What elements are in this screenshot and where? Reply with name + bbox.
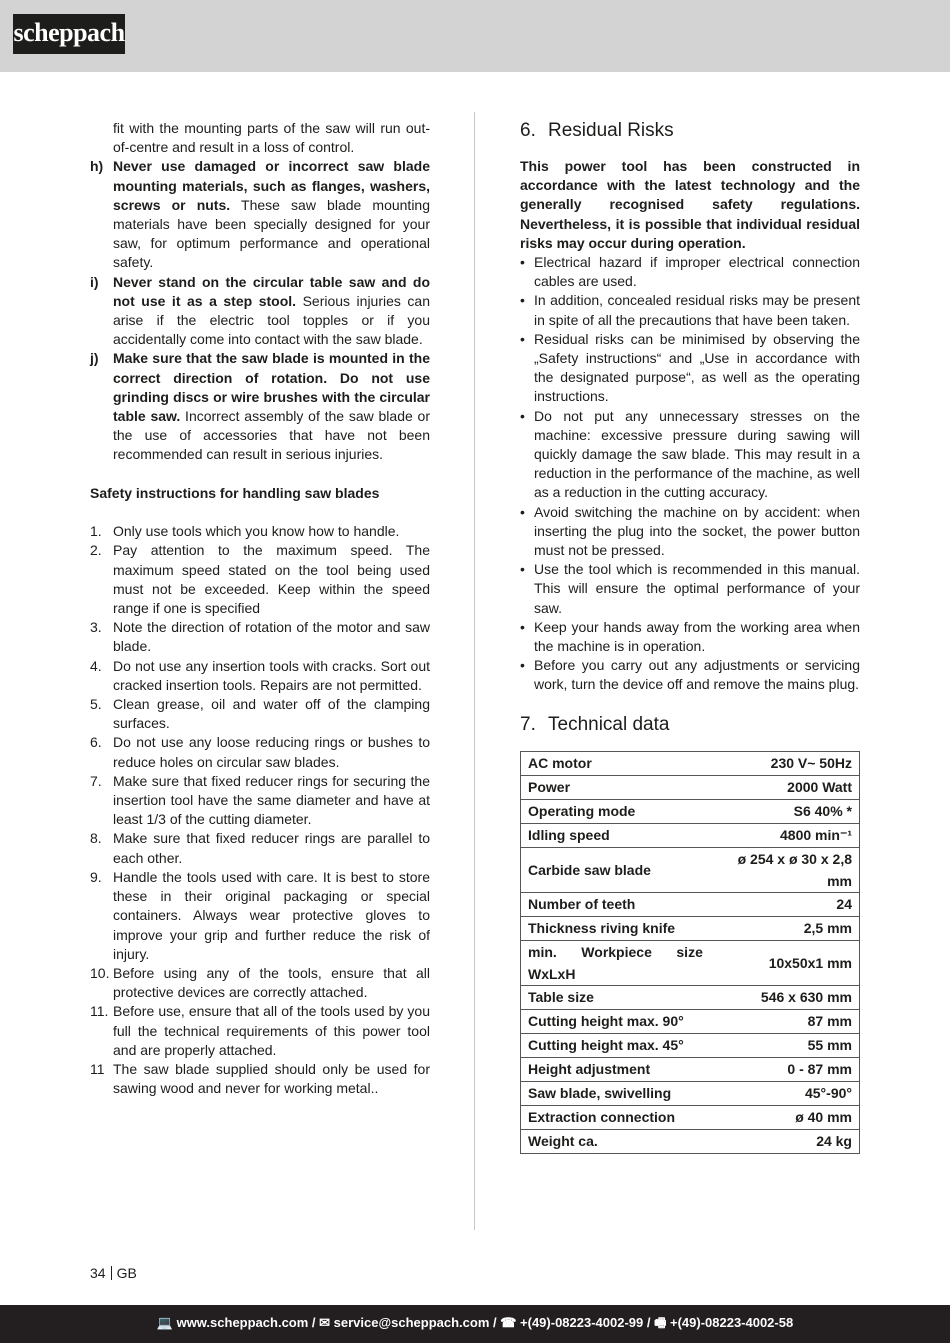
spec-name: Extraction connection — [521, 1105, 710, 1129]
item-text: Do not use any insertion tools with cracks. Sort out cracked insertion tools. Repairs are not permitted. — [113, 657, 430, 693]
item-label: h) — [90, 158, 104, 175]
table-row — [521, 1009, 860, 1033]
risk-bullet — [520, 330, 860, 407]
bullet-icon: • — [520, 330, 525, 347]
table-row — [521, 940, 860, 985]
section-heading-residual-risks: 6. Residual Risks — [520, 120, 674, 141]
section-heading-technical-data: 7. Technical data — [520, 713, 670, 735]
spec-value: S6 40% * — [710, 799, 860, 823]
intro-text: fit with the mounting parts of the saw will run out-of-centre and result in a loss of control. — [113, 120, 430, 156]
item-text: Before using any of the tools, ensure that all protective devices are correctly attached. — [113, 964, 430, 1001]
bullet-text: Residual risks can be minimised by observing the „Safety instructions“ and „Use in accordance with the designated purpose“, as well as the operating instructions. — [534, 330, 860, 405]
spec-name: Operating mode — [521, 799, 710, 823]
numbered-item — [90, 964, 430, 1002]
spec-name: AC motor — [521, 751, 710, 775]
bullet-icon: • — [520, 292, 525, 309]
item-number: 4. — [90, 657, 102, 674]
spec-name: Number of teeth — [521, 892, 710, 916]
item-text: Before use, ensure that all of the tools used by you full the technical requirements of this power tool and are properly attached. — [113, 1003, 430, 1058]
bullet-text: Use the tool which is recommended in this manual. This will ensure the optimal performance of your saw. — [534, 561, 860, 616]
numbered-item — [90, 1060, 430, 1098]
bullet-icon: • — [520, 561, 525, 578]
table-row — [521, 1033, 860, 1057]
technical-data-table — [520, 751, 860, 1154]
bullet-text: In addition, concealed residual risks may be present in spite of all the precautions that have been taken. — [534, 292, 860, 328]
spec-name: Power — [521, 775, 710, 799]
risk-bullet — [520, 656, 860, 694]
page-header — [0, 0, 950, 72]
table-row — [521, 1081, 860, 1105]
table-row — [521, 892, 860, 916]
item-bold-text: Make sure that the saw blade is mounted in the correct direction of rotation. Do not use grinding discs or wire brushes with the circular table saw. — [113, 350, 430, 425]
spec-value: 2,5 mm — [710, 916, 860, 940]
spec-value: 2000 Watt — [710, 775, 860, 799]
item-text: Do not use any loose reducing rings or bushes to reduce holes on circular saw blades. — [113, 734, 430, 770]
list-item — [90, 119, 430, 157]
item-number: 2. — [90, 542, 102, 559]
spec-name: Thickness riving knife — [521, 916, 710, 940]
item-text: The saw blade supplied should only be used for sawing wood and never for working metal.. — [113, 1060, 430, 1097]
spec-name: Idling speed — [521, 823, 710, 847]
spec-value: 230 V~ 50Hz — [710, 751, 860, 775]
bullet-icon: • — [520, 407, 525, 424]
page-number: 34 GB — [90, 1265, 137, 1281]
item-number: 6. — [90, 734, 102, 751]
spec-value: 87 mm — [710, 1009, 860, 1033]
bullet-text: Keep your hands away from the working area when the machine is in operation. — [534, 618, 860, 655]
table-row — [521, 916, 860, 940]
spec-value: 24 — [710, 892, 860, 916]
column-divider — [474, 112, 475, 1230]
item-number: 11. — [90, 1003, 109, 1020]
numbered-item — [90, 868, 430, 964]
item-number: 11 — [90, 1060, 105, 1077]
subheading: Safety instructions for handling saw blades — [90, 484, 380, 501]
spec-value: 45°-90° — [710, 1081, 860, 1105]
risk-bullet — [520, 291, 860, 329]
bullet-text: Electrical hazard if improper electrical connection cables are used. — [534, 254, 860, 290]
item-text: Serious injuries can arise if the electric tool topples or if you accidentally come into contact with the saw blade. — [113, 292, 430, 348]
item-number: 8. — [90, 830, 102, 847]
numbered-item — [90, 772, 430, 830]
numbered-item — [90, 541, 430, 618]
numbered-item — [90, 829, 430, 867]
spec-name: Cutting height max. 90° — [521, 1009, 710, 1033]
item-text: Only use tools which you know how to handle. — [113, 523, 400, 540]
bullet-text: Before you carry out any adjustments or servicing work, turn the device off and remove the mains plug. — [534, 657, 860, 693]
spec-name: Table size — [521, 985, 710, 1009]
bullet-icon: • — [520, 657, 525, 674]
table-row — [521, 751, 860, 775]
bullet-icon: • — [520, 503, 525, 520]
item-number: 9. — [90, 868, 102, 885]
numbered-item — [90, 618, 430, 656]
spec-name: Height adjustment — [521, 1057, 710, 1081]
safety-item — [90, 157, 430, 272]
table-row — [521, 799, 860, 823]
spec-name: Saw blade, swivelling — [521, 1081, 710, 1105]
item-text: Make sure that fixed reducer rings are parallel to each other. — [113, 830, 430, 866]
spec-value: 55 mm — [710, 1033, 860, 1057]
item-text: Note the direction of rotation of the motor and saw blade. — [113, 619, 430, 655]
item-number: 7. — [90, 772, 102, 789]
left-column — [90, 119, 430, 1098]
spec-value: 10x50x1 mm — [710, 940, 860, 985]
table-row — [521, 847, 860, 892]
spec-value: 24 kg — [710, 1129, 860, 1153]
table-row — [521, 823, 860, 847]
item-text: Make sure that fixed reducer rings for securing the insertion tool have the same diameter and have at least 1/3 of the cutting diameter. — [113, 772, 430, 828]
numbered-item — [90, 1002, 430, 1060]
item-text: Clean grease, oil and water off of the clamping surfaces. — [113, 696, 430, 732]
spec-name: Cutting height max. 45° — [521, 1033, 710, 1057]
contact-footer: 💻 www.scheppach.com / ✉ service@scheppach.com / ☎ +(49)-08223-4002-99 / 🖷 +(49)-08223-4002-58 — [0, 1305, 950, 1343]
numbered-item — [90, 522, 430, 541]
item-number: 5. — [90, 696, 102, 713]
table-row — [521, 1057, 860, 1081]
item-text: These saw blade mounting materials have been specially designed for your saw, for optimum performance and operational safety. — [113, 196, 431, 271]
risk-bullet — [520, 407, 860, 503]
bullet-text: Avoid switching the machine on by accident: when inserting the plug into the socket, the power button must not be pressed. — [534, 503, 860, 559]
risk-bullet — [520, 503, 860, 561]
numbered-item — [90, 657, 430, 695]
spec-value: 546 x 630 mm — [710, 985, 860, 1009]
item-text: Pay attention to the maximum speed. The maximum speed stated on the tool being used must not be exceeded. Keep within the speed range if one is specified — [113, 542, 430, 617]
risk-bullet — [520, 560, 860, 618]
right-column — [520, 119, 860, 1154]
risk-bullet — [520, 253, 860, 291]
safety-item — [90, 273, 430, 350]
risk-bullet — [520, 618, 860, 656]
spec-name: Carbide saw blade — [521, 847, 710, 892]
spec-name: Weight ca. — [521, 1129, 710, 1153]
item-text: Incorrect assembly of the saw blade or the use of accessories that have not been recommended can result in serious injuries. — [113, 408, 430, 463]
spec-value: 0 - 87 mm — [710, 1057, 860, 1081]
bullet-icon: • — [520, 254, 525, 271]
table-row — [521, 985, 860, 1009]
item-label: j) — [90, 350, 99, 367]
item-number: 10. — [90, 964, 110, 981]
table-row — [521, 1129, 860, 1153]
numbered-item — [90, 733, 430, 771]
spec-value: ø 40 mm — [710, 1105, 860, 1129]
item-text: Handle the tools used with care. It is best to store these in their original packaging or special containers. Always wear protective gloves to improve your grip and further reduce the risk of injury. — [113, 868, 430, 962]
item-label: i) — [90, 273, 99, 290]
spec-value: 4800 min⁻¹ — [710, 823, 860, 847]
item-bold-text: Never use damaged or incorrect saw blade mounting materials, such as flanges, washers, screws or nuts. — [113, 158, 430, 213]
table-row — [521, 775, 860, 799]
scheppach-logo: scheppach — [13, 14, 125, 54]
spec-name: min. Workpiece size WxLxH — [521, 940, 710, 985]
item-bold-text: Never stand on the circular table saw and do not use it as a step stool. — [113, 273, 430, 309]
item-number: 1. — [90, 523, 102, 540]
numbered-item — [90, 695, 430, 733]
table-row — [521, 1105, 860, 1129]
item-number: 3. — [90, 619, 102, 636]
spec-value: ø 254 x ø 30 x 2,8 mm — [710, 847, 860, 892]
bullet-text: Do not put any unnecessary stresses on the machine: excessive pressure during sawing will quickly damage the saw blade. This may result in a reduction in the performance of the machine, as well as a reduction in the cutting accuracy. — [534, 407, 860, 501]
bullet-icon: • — [520, 618, 525, 635]
residual-risks-intro: This power tool has been constructed in accordance with the latest technology and the generally recognised safety regulations. Nevertheless, it is possible that individual residual risks may occur during operation. — [520, 158, 860, 251]
safety-item — [90, 349, 430, 464]
